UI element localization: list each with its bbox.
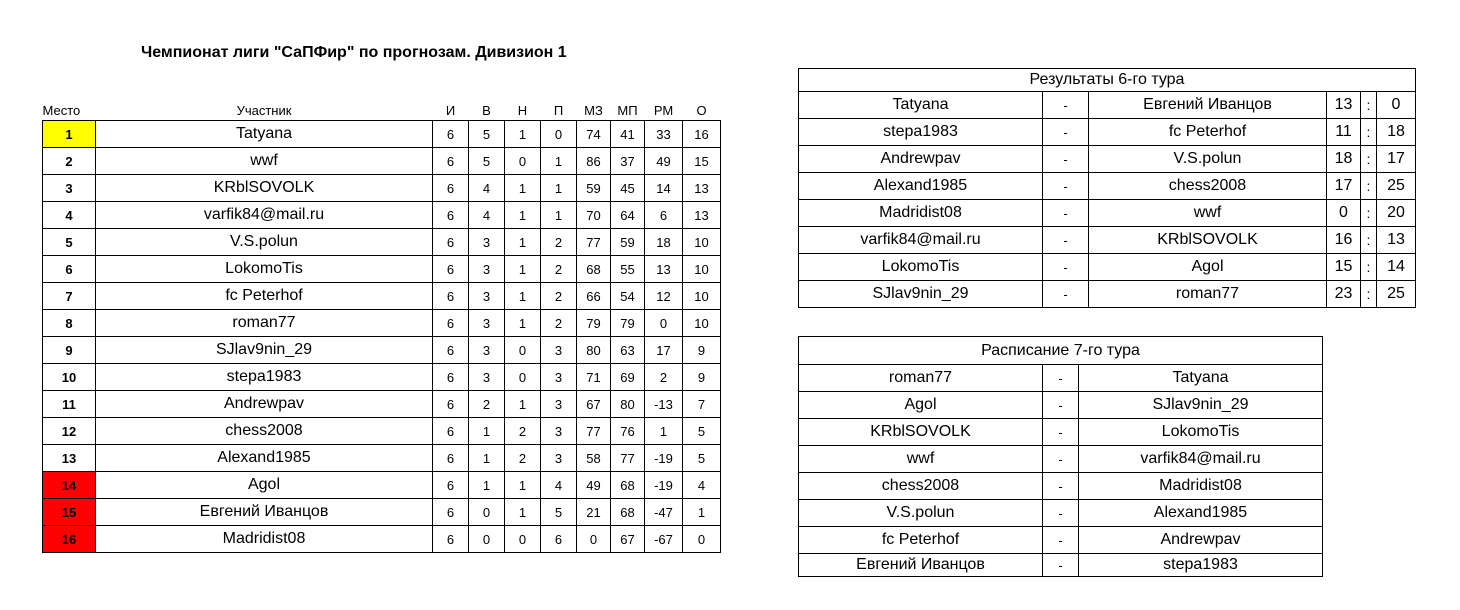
away-team-cell: wwf [1089, 200, 1327, 227]
goals-for-cell: 71 [577, 364, 611, 391]
wins-cell: 1 [469, 418, 505, 445]
goals-for-cell: 74 [577, 121, 611, 148]
place-cell: 12 [43, 418, 96, 445]
wins-cell: 4 [469, 175, 505, 202]
home-score-cell: 0 [1327, 200, 1361, 227]
wins-cell: 1 [469, 472, 505, 499]
goals-against-cell: 69 [611, 364, 645, 391]
draws-cell: 0 [505, 364, 541, 391]
away-score-cell: 13 [1377, 227, 1416, 254]
draws-cell: 2 [505, 445, 541, 472]
away-team-cell: LokomoTis [1079, 419, 1323, 446]
separator-cell: - [1043, 146, 1089, 173]
points-cell: 9 [683, 364, 721, 391]
away-team-cell: stepa1983 [1079, 554, 1323, 577]
wins-cell: 3 [469, 256, 505, 283]
away-team-cell: varfik84@mail.ru [1079, 446, 1323, 473]
header-losses: П [553, 103, 564, 118]
games-cell: 6 [433, 175, 469, 202]
games-cell: 6 [433, 256, 469, 283]
separator-cell: - [1043, 281, 1089, 308]
away-score-cell: 14 [1377, 254, 1416, 281]
separator-cell: - [1043, 173, 1089, 200]
games-cell: 6 [433, 202, 469, 229]
standings-row [43, 364, 721, 391]
points-cell: 16 [683, 121, 721, 148]
standings-row [43, 472, 721, 499]
header-games: И [445, 103, 456, 118]
place-cell: 9 [43, 337, 96, 364]
games-cell: 6 [433, 526, 469, 553]
points-cell: 10 [683, 256, 721, 283]
participant-cell: Madridist08 [96, 526, 433, 553]
home-team-cell: roman77 [799, 365, 1043, 392]
points-cell: 13 [683, 175, 721, 202]
home-team-cell: chess2008 [799, 473, 1043, 500]
participant-cell: stepa1983 [96, 364, 433, 391]
standings-header-row [43, 96, 721, 121]
draws-cell: 0 [505, 337, 541, 364]
place-cell: 3 [43, 175, 96, 202]
losses-cell: 2 [541, 283, 577, 310]
goals-for-cell: 49 [577, 472, 611, 499]
separator-cell: - [1043, 554, 1079, 577]
goal-diff-cell: 2 [645, 364, 683, 391]
participant-cell: V.S.polun [96, 229, 433, 256]
draws-cell: 1 [505, 121, 541, 148]
draws-cell: 1 [505, 391, 541, 418]
losses-cell: 3 [541, 337, 577, 364]
home-score-cell: 23 [1327, 281, 1361, 308]
participant-cell: varfik84@mail.ru [96, 202, 433, 229]
goals-for-cell: 70 [577, 202, 611, 229]
header-goal-diff: РМ [653, 103, 674, 118]
separator-cell: - [1043, 500, 1079, 527]
home-score-cell: 13 [1327, 92, 1361, 119]
participant-cell: Andrewpav [96, 391, 433, 418]
home-score-cell: 16 [1327, 227, 1361, 254]
goal-diff-cell: 0 [645, 310, 683, 337]
goal-diff-cell: -47 [645, 499, 683, 526]
away-team-cell: roman77 [1089, 281, 1327, 308]
goal-diff-cell: -19 [645, 445, 683, 472]
header-points: О [696, 103, 707, 118]
wins-cell: 2 [469, 391, 505, 418]
away-team-cell: Agol [1089, 254, 1327, 281]
wins-cell: 4 [469, 202, 505, 229]
draws-cell: 1 [505, 472, 541, 499]
place-cell: 5 [43, 229, 96, 256]
schedule-row [799, 392, 1323, 419]
goal-diff-cell: -67 [645, 526, 683, 553]
result-row [799, 146, 1416, 173]
points-cell: 1 [683, 499, 721, 526]
games-cell: 6 [433, 121, 469, 148]
header-place: Место [42, 103, 81, 118]
away-team-cell: Tatyana [1079, 365, 1323, 392]
separator-cell: - [1043, 473, 1079, 500]
away-score-cell: 0 [1377, 92, 1416, 119]
place-cell: 10 [43, 364, 96, 391]
goals-for-cell: 58 [577, 445, 611, 472]
wins-cell: 1 [469, 445, 505, 472]
games-cell: 6 [433, 445, 469, 472]
goal-diff-cell: 1 [645, 418, 683, 445]
participant-cell: wwf [96, 148, 433, 175]
place-cell: 16 [43, 526, 96, 553]
participant-cell: KRblSOVOLK [96, 175, 433, 202]
games-cell: 6 [433, 337, 469, 364]
away-team-cell: V.S.polun [1089, 146, 1327, 173]
goals-for-cell: 68 [577, 256, 611, 283]
place-cell: 8 [43, 310, 96, 337]
draws-cell: 1 [505, 175, 541, 202]
goals-against-cell: 68 [611, 472, 645, 499]
losses-cell: 2 [541, 229, 577, 256]
home-team-cell: LokomoTis [799, 254, 1043, 281]
standings-row [43, 499, 721, 526]
points-cell: 4 [683, 472, 721, 499]
goal-diff-cell: 13 [645, 256, 683, 283]
result-row [799, 254, 1416, 281]
home-score-cell: 18 [1327, 146, 1361, 173]
separator-cell: - [1043, 119, 1089, 146]
results-caption: Результаты 6-го тура [799, 69, 1416, 92]
home-score-cell: 17 [1327, 173, 1361, 200]
draws-cell: 2 [505, 418, 541, 445]
goals-against-cell: 59 [611, 229, 645, 256]
standings-table [42, 96, 721, 553]
standings-row [43, 310, 721, 337]
goals-against-cell: 45 [611, 175, 645, 202]
goals-against-cell: 79 [611, 310, 645, 337]
wins-cell: 5 [469, 148, 505, 175]
schedule-row [799, 554, 1323, 577]
score-colon-cell: : [1361, 254, 1377, 281]
participant-cell: roman77 [96, 310, 433, 337]
games-cell: 6 [433, 472, 469, 499]
place-cell: 4 [43, 202, 96, 229]
home-score-cell: 15 [1327, 254, 1361, 281]
separator-cell: - [1043, 392, 1079, 419]
home-team-cell: Andrewpav [799, 146, 1043, 173]
page-title: Чемпионат лиги "СаПФир" по прогнозам. Дивизион 1 [141, 44, 567, 61]
result-row [799, 200, 1416, 227]
header-participant: Участник [236, 103, 292, 118]
schedule-row [799, 500, 1323, 527]
wins-cell: 0 [469, 499, 505, 526]
away-team-cell: KRblSOVOLK [1089, 227, 1327, 254]
games-cell: 6 [433, 499, 469, 526]
score-colon-cell: : [1361, 92, 1377, 119]
participant-cell: Евгений Иванцов [96, 499, 433, 526]
header-wins: В [482, 103, 491, 118]
separator-cell: - [1043, 200, 1089, 227]
goals-against-cell: 55 [611, 256, 645, 283]
draws-cell: 1 [505, 202, 541, 229]
draws-cell: 1 [505, 310, 541, 337]
participant-cell: fc Peterhof [96, 283, 433, 310]
draws-cell: 1 [505, 283, 541, 310]
result-row [799, 173, 1416, 200]
home-team-cell: stepa1983 [799, 119, 1043, 146]
goals-for-cell: 86 [577, 148, 611, 175]
games-cell: 6 [433, 310, 469, 337]
home-team-cell: KRblSOVOLK [799, 419, 1043, 446]
result-row [799, 281, 1416, 308]
score-colon-cell: : [1361, 146, 1377, 173]
wins-cell: 0 [469, 526, 505, 553]
schedule-caption: Расписание 7-го тура [799, 337, 1323, 365]
losses-cell: 5 [541, 499, 577, 526]
schedule-row [799, 527, 1323, 554]
schedule-row [799, 365, 1323, 392]
separator-cell: - [1043, 446, 1079, 473]
goal-diff-cell: -19 [645, 472, 683, 499]
wins-cell: 5 [469, 121, 505, 148]
goal-diff-cell: 17 [645, 337, 683, 364]
schedule-row [799, 446, 1323, 473]
away-score-cell: 25 [1377, 173, 1416, 200]
result-row [799, 92, 1416, 119]
goals-against-cell: 80 [611, 391, 645, 418]
losses-cell: 1 [541, 148, 577, 175]
losses-cell: 3 [541, 418, 577, 445]
games-cell: 6 [433, 418, 469, 445]
home-team-cell: SJlav9nin_29 [799, 281, 1043, 308]
goals-for-cell: 59 [577, 175, 611, 202]
separator-cell: - [1043, 419, 1079, 446]
round6-results-table [798, 68, 1416, 308]
goals-against-cell: 76 [611, 418, 645, 445]
wins-cell: 3 [469, 364, 505, 391]
standings-row [43, 526, 721, 553]
goal-diff-cell: 49 [645, 148, 683, 175]
standings-row [43, 256, 721, 283]
wins-cell: 3 [469, 337, 505, 364]
away-score-cell: 20 [1377, 200, 1416, 227]
draws-cell: 1 [505, 229, 541, 256]
away-team-cell: Madridist08 [1079, 473, 1323, 500]
place-cell: 15 [43, 499, 96, 526]
points-cell: 7 [683, 391, 721, 418]
separator-cell: - [1043, 92, 1089, 119]
away-team-cell: Andrewpav [1079, 527, 1323, 554]
header-goals-against: МП [617, 103, 638, 118]
draws-cell: 1 [505, 256, 541, 283]
goal-diff-cell: 14 [645, 175, 683, 202]
away-team-cell: fc Peterhof [1089, 119, 1327, 146]
separator-cell: - [1043, 254, 1089, 281]
goals-for-cell: 0 [577, 526, 611, 553]
goal-diff-cell: 33 [645, 121, 683, 148]
losses-cell: 4 [541, 472, 577, 499]
home-team-cell: wwf [799, 446, 1043, 473]
goals-against-cell: 63 [611, 337, 645, 364]
points-cell: 10 [683, 310, 721, 337]
header-goals-for: МЗ [584, 103, 603, 118]
games-cell: 6 [433, 148, 469, 175]
home-team-cell: V.S.polun [799, 500, 1043, 527]
score-colon-cell: : [1361, 173, 1377, 200]
losses-cell: 3 [541, 364, 577, 391]
points-cell: 10 [683, 229, 721, 256]
standings-row [43, 391, 721, 418]
points-cell: 9 [683, 337, 721, 364]
away-score-cell: 25 [1377, 281, 1416, 308]
separator-cell: - [1043, 365, 1079, 392]
home-team-cell: fc Peterhof [799, 527, 1043, 554]
losses-cell: 6 [541, 526, 577, 553]
goals-against-cell: 64 [611, 202, 645, 229]
participant-cell: Alexand1985 [96, 445, 433, 472]
goal-diff-cell: 12 [645, 283, 683, 310]
participant-cell: chess2008 [96, 418, 433, 445]
home-team-cell: Alexand1985 [799, 173, 1043, 200]
losses-cell: 0 [541, 121, 577, 148]
draws-cell: 1 [505, 499, 541, 526]
away-team-cell: chess2008 [1089, 173, 1327, 200]
goal-diff-cell: -13 [645, 391, 683, 418]
goals-against-cell: 54 [611, 283, 645, 310]
standings-row [43, 337, 721, 364]
points-cell: 13 [683, 202, 721, 229]
home-score-cell: 11 [1327, 119, 1361, 146]
result-row [799, 119, 1416, 146]
goals-against-cell: 77 [611, 445, 645, 472]
separator-cell: - [1043, 527, 1079, 554]
place-cell: 7 [43, 283, 96, 310]
draws-cell: 0 [505, 148, 541, 175]
standings-row [43, 148, 721, 175]
losses-cell: 1 [541, 175, 577, 202]
games-cell: 6 [433, 229, 469, 256]
games-cell: 6 [433, 283, 469, 310]
participant-cell: Agol [96, 472, 433, 499]
goals-for-cell: 77 [577, 229, 611, 256]
away-team-cell: Евгений Иванцов [1089, 92, 1327, 119]
games-cell: 6 [433, 391, 469, 418]
home-team-cell: Евгений Иванцов [799, 554, 1043, 577]
standings-row [43, 202, 721, 229]
standings-row [43, 229, 721, 256]
score-colon-cell: : [1361, 227, 1377, 254]
home-team-cell: varfik84@mail.ru [799, 227, 1043, 254]
schedule-caption-row [799, 337, 1323, 365]
standings-row [43, 418, 721, 445]
losses-cell: 1 [541, 202, 577, 229]
standings-row [43, 445, 721, 472]
wins-cell: 3 [469, 229, 505, 256]
losses-cell: 3 [541, 445, 577, 472]
goals-against-cell: 67 [611, 526, 645, 553]
standings-row [43, 283, 721, 310]
goal-diff-cell: 6 [645, 202, 683, 229]
round7-schedule-table [798, 336, 1323, 577]
place-cell: 13 [43, 445, 96, 472]
goal-diff-cell: 18 [645, 229, 683, 256]
goals-for-cell: 79 [577, 310, 611, 337]
away-score-cell: 18 [1377, 119, 1416, 146]
goals-against-cell: 37 [611, 148, 645, 175]
goals-for-cell: 66 [577, 283, 611, 310]
place-cell: 1 [43, 121, 96, 148]
points-cell: 15 [683, 148, 721, 175]
wins-cell: 3 [469, 310, 505, 337]
score-colon-cell: : [1361, 119, 1377, 146]
home-team-cell: Agol [799, 392, 1043, 419]
home-team-cell: Madridist08 [799, 200, 1043, 227]
away-team-cell: SJlav9nin_29 [1079, 392, 1323, 419]
header-draws: Н [517, 103, 528, 118]
goals-against-cell: 41 [611, 121, 645, 148]
separator-cell: - [1043, 227, 1089, 254]
participant-cell: Tatyana [96, 121, 433, 148]
draws-cell: 0 [505, 526, 541, 553]
losses-cell: 3 [541, 391, 577, 418]
standings-row [43, 175, 721, 202]
place-cell: 11 [43, 391, 96, 418]
points-cell: 5 [683, 418, 721, 445]
goals-for-cell: 21 [577, 499, 611, 526]
points-cell: 10 [683, 283, 721, 310]
participant-cell: LokomoTis [96, 256, 433, 283]
wins-cell: 3 [469, 283, 505, 310]
goals-against-cell: 68 [611, 499, 645, 526]
away-team-cell: Alexand1985 [1079, 500, 1323, 527]
losses-cell: 2 [541, 310, 577, 337]
points-cell: 0 [683, 526, 721, 553]
results-caption-row [799, 69, 1416, 92]
score-colon-cell: : [1361, 200, 1377, 227]
goals-for-cell: 67 [577, 391, 611, 418]
goals-for-cell: 80 [577, 337, 611, 364]
points-cell: 5 [683, 445, 721, 472]
standings-row [43, 121, 721, 148]
place-cell: 2 [43, 148, 96, 175]
result-row [799, 227, 1416, 254]
score-colon-cell: : [1361, 281, 1377, 308]
away-score-cell: 17 [1377, 146, 1416, 173]
participant-cell: SJlav9nin_29 [96, 337, 433, 364]
place-cell: 6 [43, 256, 96, 283]
home-team-cell: Tatyana [799, 92, 1043, 119]
losses-cell: 2 [541, 256, 577, 283]
games-cell: 6 [433, 364, 469, 391]
goals-for-cell: 77 [577, 418, 611, 445]
schedule-row [799, 419, 1323, 446]
place-cell: 14 [43, 472, 96, 499]
schedule-row [799, 473, 1323, 500]
